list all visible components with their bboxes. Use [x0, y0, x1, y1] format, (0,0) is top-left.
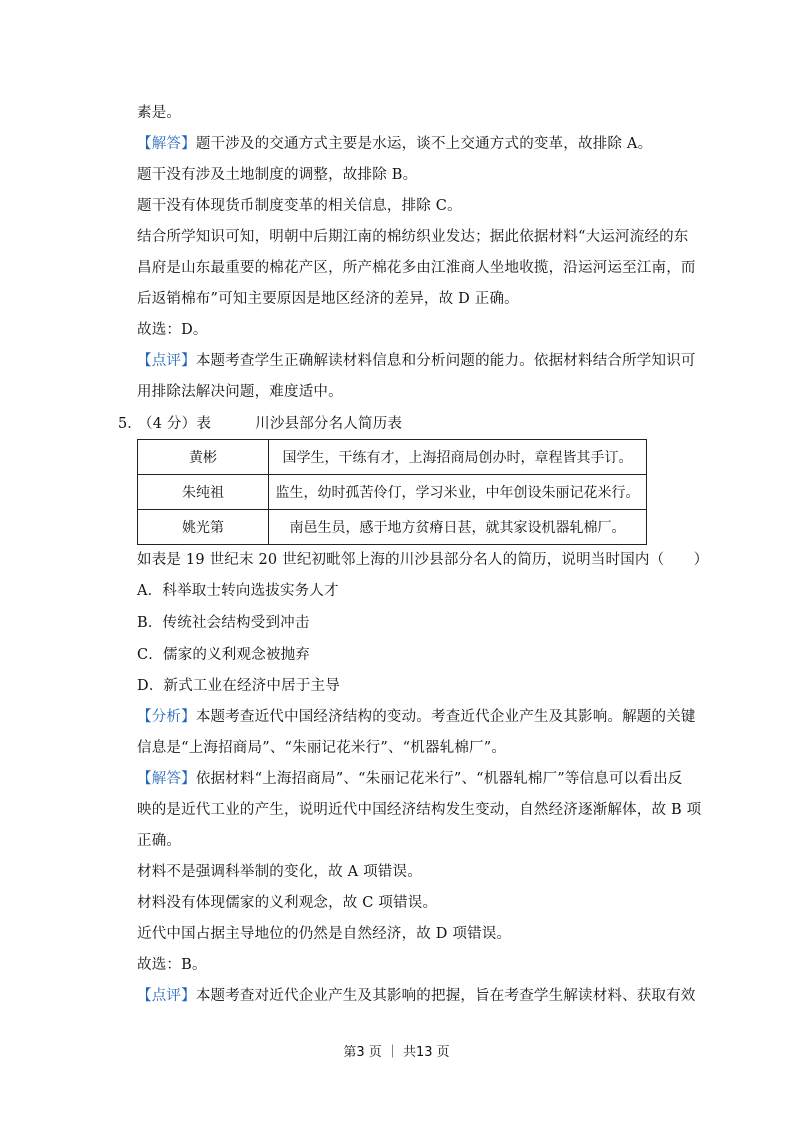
answer-tag: 【解答】: [137, 136, 196, 152]
answer-tag: 【解答】: [137, 771, 196, 787]
option-c: C．儒家的义利观念被抛弃: [137, 647, 310, 663]
comment-tag: 【点评】: [137, 353, 196, 369]
resume-table: [137, 439, 647, 545]
text-line: 素是。: [137, 105, 182, 121]
answer-line: [137, 769, 683, 789]
table-cell-desc: 国学生，干练有才，上海招商局创办时，章程皆其手订。: [269, 440, 647, 475]
text-line: 故选：B。: [137, 957, 207, 973]
page-footer: 第3 页 ｜ 共13 页: [343, 1045, 450, 1060]
option-d: D．新式工业在经济中居于主导: [137, 678, 340, 694]
text-line: 正确。: [137, 833, 182, 849]
analysis-tag: 【分析】: [137, 709, 196, 725]
table-row: [138, 475, 647, 510]
table-row: [138, 510, 647, 545]
answer-text: 依据材料“上海招商局”、“朱丽记花米行”、“机器轧棉厂”等信息可以看出反: [195, 771, 683, 787]
answer-text: 题干涉及的交通方式主要是水运，谈不上交通方式的变革，故排除 A。: [195, 136, 653, 152]
text-line: 题干没有涉及土地制度的调整，故排除 B。: [137, 167, 418, 183]
question-number: 5．: [118, 416, 142, 432]
text-line: 信息是“上海招商局”、“朱丽记花米行”、“机器轧棉厂”。: [137, 740, 507, 756]
comment-tag: 【点评】: [137, 988, 196, 1004]
answer-line: [137, 134, 652, 154]
text-line: 昌府是山东最重要的棉花产区，所产棉花多由江淮商人坐地收揽，沿运河运至江南，而: [137, 260, 696, 276]
table-row: [138, 440, 647, 475]
table-cell-name: 黄彬: [138, 440, 269, 475]
text-line: 近代中国占据主导地位的仍然是自然经济，故 D 项错误。: [137, 926, 512, 942]
table-cell-name: 朱纯祖: [138, 475, 269, 510]
option-a: A．科举取士转向选拔实务人才: [137, 583, 339, 599]
text-line: 映的是近代工业的产生，说明近代中国经济结构发生变动，自然经济逐渐解体，故 B 项: [137, 802, 702, 818]
question-stem: 如表是 19 世纪末 20 世纪初毗邻上海的川沙县部分名人的简历，说明当时国内（ ）: [137, 552, 709, 568]
table-cell-name: 姚光第: [138, 510, 269, 545]
text-line: 故选：D。: [137, 322, 208, 338]
text-line: 材料没有体现儒家的义利观念，故 C 项错误。: [137, 895, 438, 911]
analysis-text: 本题考查近代中国经济结构的变动。考查近代企业产生及其影响。解题的关键: [195, 709, 696, 725]
comment-text: 本题考查学生正确解读材料信息和分析问题的能力。依据材料结合所学知识可: [195, 353, 696, 369]
text-line: 题干没有体现货币制度变革的相关信息，排除 C。: [137, 198, 462, 214]
text-line: 结合所学知识可知，明朝中后期江南的棉纺织业发达；据此依据材料“大运河流经的东: [137, 229, 689, 245]
question-header: （4 分）表 川沙县部分名人简历表: [138, 416, 403, 432]
text-line: 后返销棉布”可知主要原因是地区经济的差异，故 D 正确。: [137, 291, 519, 307]
analysis-line: [137, 707, 696, 727]
comment-text: 本题考查对近代企业产生及其影响的把握，旨在考查学生解读材料、获取有效: [195, 988, 696, 1004]
table-cell-desc: 监生，幼时孤苦伶仃，学习米业，中年创设朱丽记花米行。: [269, 475, 647, 510]
text-line: 材料不是强调科举制的变化，故 A 项错误。: [137, 864, 422, 880]
text-line: 用排除法解决问题，难度适中。: [137, 384, 343, 400]
comment-line: [137, 351, 696, 371]
table-cell-desc: 南邑生员，感于地方贫瘠日甚，就其家设机器轧棉厂。: [269, 510, 647, 545]
comment-line: [137, 986, 696, 1006]
option-b: B．传统社会结构受到冲击: [137, 615, 310, 631]
